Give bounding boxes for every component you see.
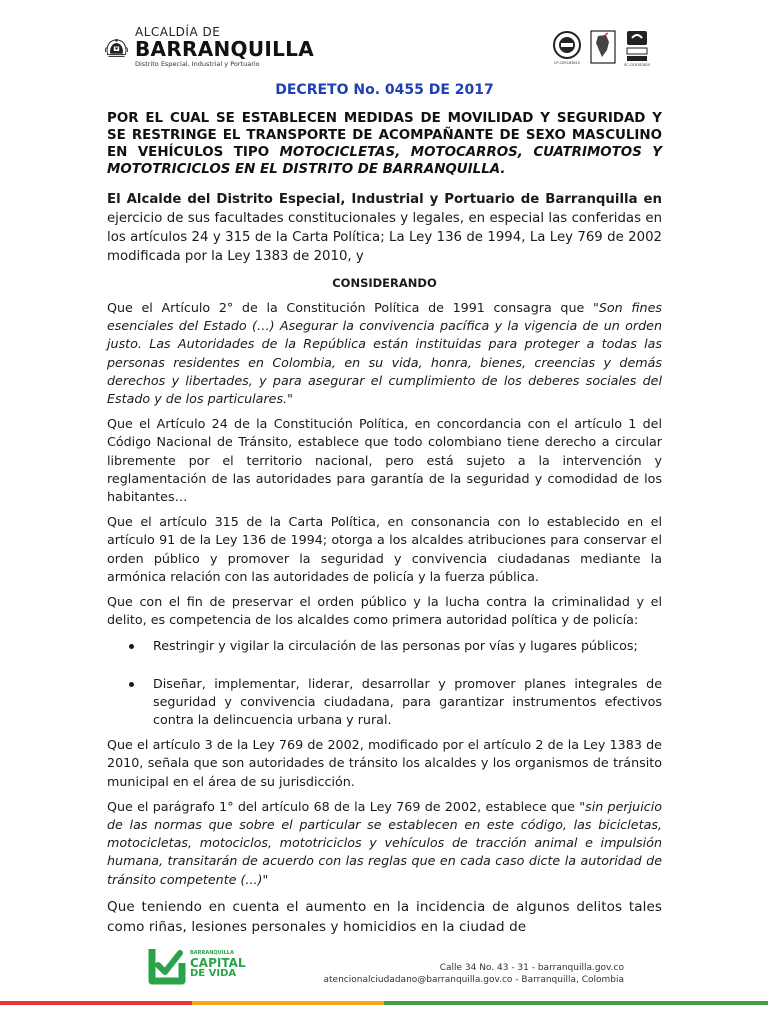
stripe-green-2 (576, 1001, 768, 1005)
subject-part-a: POR EL CUAL SE ESTABLECEN MEDIDAS DE MOVILIDAD Y SEGURIDAD Y SE RESTRINGE EL TRANSPORTE DE ACOMPAÑANTE DE SEXO MASCULINO EN VEHÍCULOS TIPO (107, 111, 662, 160)
paragraph-6-quote: "sin perjuicio de las normas que sobre el particular se establecen en este código, las bicicletas, motocicletas, motociclos, mototriciclos y vehículos de tracción animal e impulsión humana, transitarán de acuerdo con las reglas que en cada caso dicte la autoridad de tránsito competente (...)" (107, 798, 662, 887)
alcaldia-logo (104, 22, 314, 72)
subject-part-b: MOTOCICLETAS, MOTOCARROS, CUATRIMOTOS Y MOTOTRICICLOS EN EL DISTRITO DE BARRANQUILLA. (107, 145, 662, 177)
quality-seal-icon (625, 30, 649, 62)
footer-logo-line3: DE VIDA (190, 968, 237, 979)
city-seal-icon (104, 24, 129, 70)
paragraph-1-quote: "Son fines esenciales del Estado (…) Asegurar la convivencia pacífica y la vigencia de un orden justo. Las Autoridades de la República están instituidas para proteger a todas las personas residentes en Colombia, en su vida, honra, bienes, creencias y demás derechos y libertades, y para asegurar el cumplimiento de los deberes sociales del Estado y de los particulares." (107, 300, 662, 407)
paragraph-2: Que el Artículo 24 de la Constitución Política, en concordancia con el artículo 1 del Código Nacional de Tránsito, establece que todo colombiano tiene derecho a circular libremente por el territorio nacional, pero está sujeto a la intervención y reglamentación de las autoridades para garantía de la seguridad y comodidad de los habitantes… (107, 416, 662, 505)
certification-logos (552, 30, 670, 70)
page-header (0, 0, 768, 80)
footer-logo-line2: CAPITAL (190, 956, 246, 970)
paragraph-6-a: Que el parágrafo 1° del artículo 68 de la Ley 769 de 2002, establece que (107, 798, 580, 814)
icontec-seal-icon (552, 30, 582, 60)
footer-address: Calle 34 No. 43 - 31 - barranquilla.gov.co (439, 963, 624, 973)
decree-document (107, 80, 662, 937)
list-item-text: Restringir y vigilar la circulación de las personas por vías y lugares públicos; (153, 638, 638, 654)
capital-de-vida-icon (148, 945, 186, 985)
colombia-map-icon (590, 30, 616, 64)
paragraph-1-a: Que el Artículo 2° de la Constitución Política de 1991 consagra que (107, 300, 593, 315)
list-item (129, 675, 662, 730)
paragraph-3: Que el artículo 315 de la Carta Política, en consonancia con lo establecido en el artículo 91 de la Ley 136 de 1994; otorga a los alcaldes atribuciones para conservar el orden público y promover la seguridad y convivencia ciudadanas mediante la armónica relación con las autoridades de policía y la fuerza pública. (107, 514, 662, 584)
cert1-caption: CP-CER183810 (553, 61, 581, 65)
paragraph-7: Que teniendo en cuenta el aumento en la incidencia de algunos delitos tales como riñas, lesiones personales y homicidios en la ciudad de (107, 898, 662, 935)
logo-line3: Distrito Especial, Industrial y Portuario (135, 60, 260, 69)
footer-logo-line1: BARRANQUILLA (190, 950, 234, 956)
paragraph-4: Que con el fin de preservar el orden público y la lucha contra la criminalidad y el delito, es competencia de los alcaldes como primera autoridad política y de policía: (107, 594, 662, 628)
logo-line1: ALCALDÍA DE (135, 25, 221, 40)
quality-cert (624, 30, 650, 67)
footer-email: atencionalciudadano@barranquilla.gov.co - Barranquilla, Colombia (323, 975, 624, 985)
icontec-cert (552, 30, 582, 65)
bullet-icon (129, 644, 134, 649)
footer-contact (324, 962, 625, 986)
intro-rest: ejercicio de sus facultades constitucionales y legales, en especial las conferidas en los artículos 24 y 315 de la Carta Política; La Ley 136 de 1994, La Ley 769 de 2002 modificada por la Ley 1383 de 2010, y (107, 211, 662, 264)
list-item (129, 637, 662, 655)
bullet-icon (129, 682, 134, 687)
list-item-text: Diseñar, implementar, liderar, desarrollar y promover planes integrales de seguridad y convivencia ciudadana, para garantizar instrumentos efectivos contra la delincuencia urbana y rural. (153, 675, 662, 728)
cert2-caption: SC-CER183810 (624, 63, 651, 67)
capital-de-vida-logo (148, 944, 278, 986)
logo-line2: BARRANQUILLA (135, 37, 314, 62)
footer-color-stripe (0, 1001, 768, 1005)
decree-subject (107, 110, 662, 178)
considerando-heading: CONSIDERANDO (332, 276, 437, 290)
colombia-cert (590, 30, 616, 64)
stripe-yellow (192, 1001, 384, 1005)
decree-title: DECRETO No. 0455 DE 2017 (275, 82, 494, 98)
intro-paragraph (107, 190, 662, 266)
intro-bold: El Alcalde del Distrito Especial, Industrial y Portuario de Barranquilla en (107, 192, 662, 207)
stripe-green (384, 1001, 576, 1005)
competence-list (129, 637, 662, 729)
paragraph-5: Que el artículo 3 de la Ley 769 de 2002, modificado por el artículo 2 de la Ley 1383 de 2010, señala que son autoridades de tránsito los alcaldes y los organismos de tránsito municipal en el área de su jurisdicción. (107, 737, 662, 789)
paragraph-6 (107, 798, 662, 889)
stripe-red (0, 1001, 192, 1005)
paragraph-1 (107, 299, 662, 408)
